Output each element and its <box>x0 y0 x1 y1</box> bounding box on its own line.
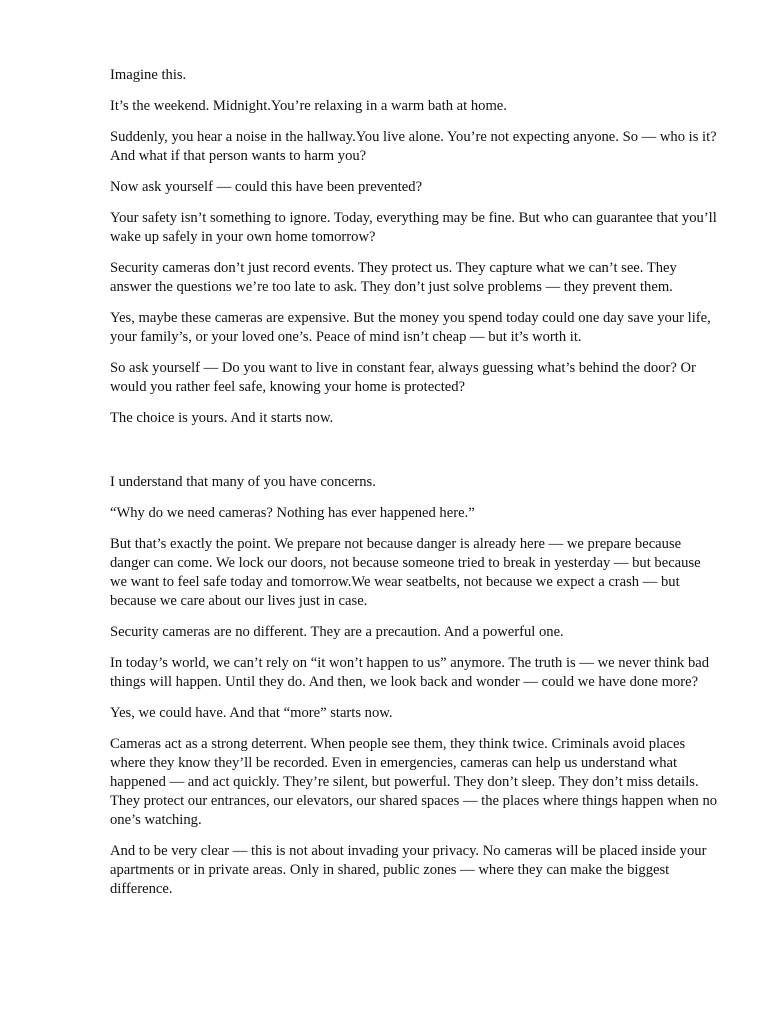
paragraph: The choice is yours. And it starts now. <box>110 410 334 426</box>
document-page <box>110 66 720 911</box>
paragraph: But that’s exactly the point. We prepare not because danger is already here — we prepare because danger can come. We lock our doors, not because someone tried to break in yesterday — but because we want to feel safe today and tomorrow.We wear seatbelts, not because we expect a crash — but because we care about our lives just in case. <box>110 536 701 609</box>
paragraph: So ask yourself — Do you want to live in constant fear, always guessing what’s behind the door? Or would you rather feel safe, knowing your home is protected? <box>110 360 696 395</box>
paragraph: Security cameras are no different. They are a precaution. And a powerful one. <box>110 624 564 640</box>
paragraph: Suddenly, you hear a noise in the hallway.You live alone. You’re not expecting anyone. So — who is it? And what if that person wants to harm you? <box>110 129 717 164</box>
paragraph: “Why do we need cameras? Nothing has ever happened here.” <box>110 505 475 521</box>
section-spacer <box>110 440 720 473</box>
paragraph: Yes, we could have. And that “more” starts now. <box>110 705 393 721</box>
paragraph: Now ask yourself — could this have been prevented? <box>110 179 423 195</box>
paragraph: Cameras act as a strong deterrent. When people see them, they think twice. Criminals avoid places where they know they’ll be recorded. Even in emergencies, cameras can help us understand what happened — and act quickly. They’re silent, but powerful. They don’t sleep. They don’t miss details. They protect our entrances, our elevators, our shared spaces — the places where things happen when no one’s watching. <box>110 736 718 828</box>
paragraph: Yes, maybe these cameras are expensive. But the money you spend today could one day save your life, your family’s, or your loved one’s. Peace of mind isn’t cheap — but it’s worth it. <box>110 310 711 345</box>
paragraph: I understand that many of you have concerns. <box>110 474 376 490</box>
paragraph: And to be very clear — this is not about invading your privacy. No cameras will be placed inside your apartments or in private areas. Only in shared, public zones — where they can make the biggest difference. <box>110 843 707 897</box>
paragraph: It’s the weekend. Midnight.You’re relaxing in a warm bath at home. <box>110 98 507 114</box>
paragraph: Imagine this. <box>110 67 187 83</box>
paragraph: In today’s world, we can’t rely on “it won’t happen to us” anymore. The truth is — we never think bad things will happen. Until they do. And then, we look back and wonder — could we have done more? <box>110 655 710 690</box>
paragraph: Security cameras don’t just record events. They protect us. They capture what we can’t see. They answer the questions we’re too late to ask. They don’t just solve problems — they prevent them. <box>110 260 677 295</box>
paragraph: Your safety isn’t something to ignore. Today, everything may be fine. But who can guarantee that you’ll wake up safely in your own home tomorrow? <box>110 210 717 245</box>
